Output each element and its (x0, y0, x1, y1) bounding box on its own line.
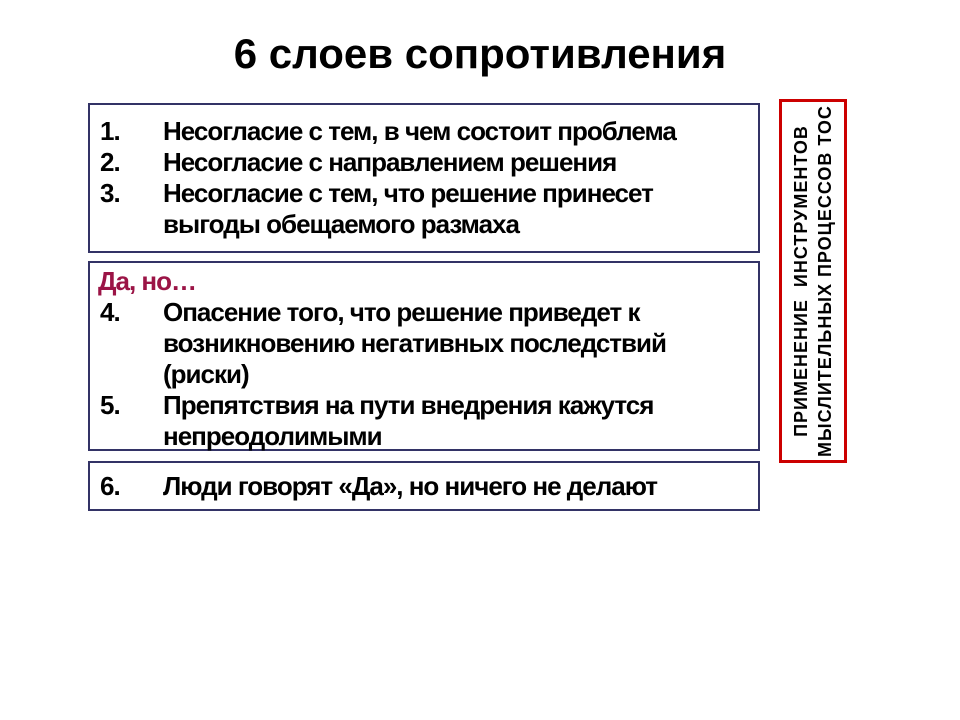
item-number: 1. (100, 116, 120, 146)
vertical-label-line-1: ПРИМЕНЕНИЕ ИНСТРУМЕНТОВ (791, 125, 811, 437)
item-text: Несогласие с тем, что решение принесет выгоды обещаемого размаха (163, 178, 653, 239)
item-text: Люди говорят «Да», но ничего не делают (163, 471, 657, 501)
resistance-layers-box-3 (88, 461, 760, 511)
item-text: Несогласие с направлением решения (163, 147, 617, 177)
slide-title: 6 слоев сопротивления (233, 30, 727, 77)
list-item (90, 471, 758, 502)
vertical-label (787, 102, 839, 460)
list-item (90, 178, 758, 240)
list-item (90, 116, 758, 147)
resistance-layers-box-2 (88, 261, 760, 451)
toc-tools-side-label-box (779, 99, 847, 463)
item-text: Несогласие с тем, в чем состоит проблема (163, 116, 676, 146)
item-number: 4. (100, 297, 120, 327)
yes-but-header: Да, но… (98, 266, 197, 296)
item-number: 2. (100, 147, 120, 177)
list-item (90, 390, 758, 452)
item-text: Препятствия на пути внедрения кажутся непреодолимыми (163, 390, 654, 451)
item-number: 6. (100, 471, 120, 501)
list-item (90, 147, 758, 178)
list-item (90, 297, 758, 390)
item-text: Опасение того, что решение приведет к возникновению негативных последствий (риски) (163, 297, 666, 389)
resistance-layers-box-1 (88, 103, 760, 253)
item-number: 5. (100, 390, 120, 420)
vertical-label-line-2: МЫСЛИТЕЛЬНЫХ ПРОЦЕССОВ ТОС (815, 105, 835, 457)
item-number: 3. (100, 178, 120, 208)
